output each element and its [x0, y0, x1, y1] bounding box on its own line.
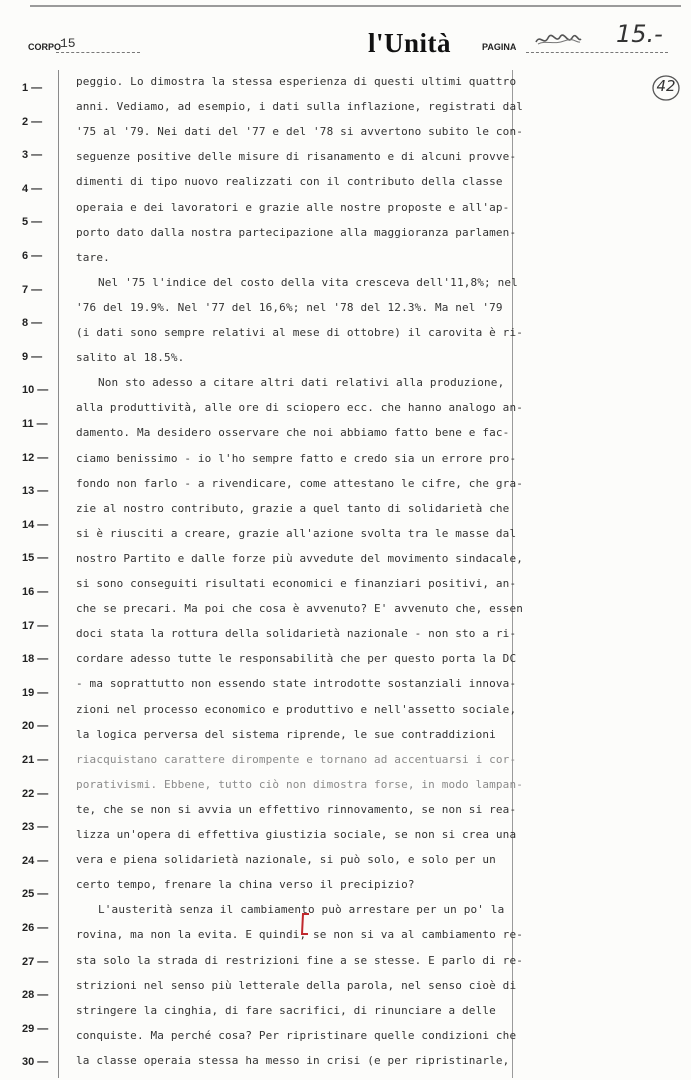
line-number: 14 —: [22, 518, 49, 531]
text-line: fondo non farlo - a rivendicare, come attestano le cifre, che gra-: [76, 476, 523, 490]
text-line: conquiste. Ma perché cosa? Per ripristinare quelle condizioni che: [76, 1028, 517, 1042]
text-line: la logica perversa del sistema riprende, le sue contraddizioni: [76, 727, 496, 741]
line-number: 2 —: [22, 115, 43, 128]
text-line: vera e piena solidarietà nazionale, si può solo, e solo per un: [76, 853, 496, 867]
sheet-number-circle: [651, 73, 681, 103]
line-number: 6 —: [22, 250, 43, 262]
right-margin-line: [512, 70, 513, 1078]
text-line: anni. Vediamo, ad esempio, i dati sulla inflazione, registrati dal: [76, 100, 523, 114]
line-number: 16 —: [22, 586, 49, 598]
line-number: 8 —: [22, 317, 43, 330]
line-number: 19 —: [22, 686, 49, 699]
text-line: L'austerità senza il cambiamento può arrestare per un po' la: [98, 903, 505, 917]
line-number: 25 —: [22, 888, 49, 901]
line-number: 10 —: [22, 384, 49, 397]
text-line: certo tempo, frenare la china verso il precipizio?: [76, 878, 415, 892]
left-margin-line: [58, 70, 59, 1078]
text-line: te, che se non si avvia un effettivo rinnovamento, se non si rea-: [76, 802, 517, 816]
text-line: ciamo benissimo - io l'ho sempre fatto e credo sia un errore pro-: [76, 451, 517, 465]
text-line: '76 del 19.9%. Nel '77 del 16,6%; nel '78 del 12.3%. Ma nel '79: [76, 300, 503, 314]
text-line: zie al nostro contributo, grazie a quel tanto di solidarietà che: [76, 501, 510, 515]
text-line: la classe operaia stessa ha messo in crisi (e per ripristinarle,: [76, 1053, 510, 1067]
masthead-logo: l'Unità: [368, 28, 452, 58]
text-line: rovina, ma non la evita. E quindi, se non si va al cambiamento re-: [76, 928, 523, 942]
text-line: damento. Ma desidero osservare che noi abbiamo fatto bene e fac-: [76, 426, 510, 440]
line-number: 11 —: [22, 418, 48, 430]
text-line: alla produttività, alle ore di sciopero ecc. che hanno analogo an-: [76, 401, 523, 415]
text-line: Nel '75 l'indice del costo della vita cresceva dell'11,8%; nel: [98, 275, 518, 289]
text-line: stringere la cinghia, di fare sacrifici, di rinunciare a delle: [76, 1003, 496, 1017]
pagina-field: [526, 20, 668, 53]
line-number: 9 —: [22, 350, 43, 363]
line-number: 17 —: [22, 619, 49, 632]
correction-bracket-icon: [299, 912, 311, 936]
sheet-number: 42: [656, 77, 676, 95]
line-number: 1 —: [22, 82, 43, 94]
text-line: salito al 18.5%.: [76, 351, 185, 365]
text-line: porativismi. Ebbene, tutto ciò non dimostra forse, in modo lampan-: [76, 777, 523, 791]
line-number: 21 —: [22, 754, 49, 766]
pagina-scribble-icon: [534, 32, 582, 48]
text-line: operaia e dei lavoratori e grazie alle nostre proposte e all'ap-: [76, 200, 510, 214]
line-number: 24 —: [22, 854, 49, 867]
text-line: - ma soprattutto non essendo state introdotte sostanziali innova-: [76, 677, 517, 691]
text-line: nostro Partito e dalle forze più avvedute del movimento sindacale,: [76, 551, 523, 565]
text-line: dimenti di tipo nuovo realizzati con il contributo della classe: [76, 175, 503, 189]
corpo-label: CORPO: [28, 42, 62, 52]
text-line: sta solo la strada di restrizioni fine a se stesse. E parlo di re-: [76, 953, 523, 967]
text-line: strizioni nel senso più letterale della parola, nel senso cioè di: [76, 978, 517, 992]
line-number: 27 —: [22, 955, 49, 968]
text-line: seguenze positive delle misure di risanamento e di alcuni provve-: [76, 150, 517, 164]
line-number: 29 —: [22, 1022, 49, 1035]
line-number: 22 —: [22, 787, 49, 800]
text-line: peggio. Lo dimostra la stessa esperienza di questi ultimi quattro: [76, 75, 517, 88]
line-number: 12 —: [22, 451, 49, 464]
pagina-value: 15.-: [616, 20, 663, 48]
top-rule: [30, 5, 681, 7]
line-number: 13 —: [22, 485, 49, 498]
red-correction-mark: [299, 912, 311, 936]
text-line: Non sto adesso a citare altri dati relativi alla produzione,: [98, 376, 505, 390]
text-line: zioni nel processo economico e produttivo e nell'assetto sociale,: [76, 702, 517, 716]
text-line: si è riusciti a creare, grazie all'azione svolta tra le masse dal: [76, 526, 517, 540]
text-line: si sono conseguiti risultati economici e finanziari positivi, an-: [76, 577, 517, 590]
line-number: 15 —: [22, 552, 49, 565]
text-line: porto dato dalla nostra partecipazione alla maggioranza parlamen-: [76, 225, 517, 239]
line-number: 3 —: [22, 149, 43, 162]
line-number: 4 —: [22, 182, 43, 195]
line-number: 20 —: [22, 720, 49, 733]
text-line: lizza un'opera di effettiva giustizia sociale, se non si crea una: [76, 828, 517, 841]
line-number: 26 —: [22, 922, 49, 934]
text-line: tare.: [76, 250, 110, 264]
text-line: '75 al '79. Nei dati del '77 e del '78 si avvertono subito le con-: [76, 125, 523, 139]
text-line: doci stata la rottura della solidarietà nazionale - non sto a ri-: [76, 627, 517, 641]
corpo-value: 15: [56, 36, 140, 53]
line-number: 23 —: [22, 821, 49, 834]
pagina-label: PAGINA: [482, 42, 517, 52]
text-line: (i dati sono sempre relativi al mese di ottobre) il carovita è ri-: [76, 326, 523, 339]
text-line: riacquistano carattere dirompente e tornano ad accentuarsi i cor-: [76, 752, 517, 766]
line-number: 28 —: [22, 989, 49, 1002]
line-number: 18 —: [22, 653, 49, 666]
text-line: cordare adesso tutte le responsabilità che per questo porta la DC: [76, 652, 517, 666]
text-line: che se precari. Ma poi che cosa è avvenuto? E' avvenuto che, essen: [76, 602, 523, 616]
line-number: 30 —: [22, 1056, 49, 1069]
line-number: 7 —: [22, 283, 43, 296]
page-header: [0, 20, 691, 62]
line-number: 5 —: [22, 216, 43, 229]
